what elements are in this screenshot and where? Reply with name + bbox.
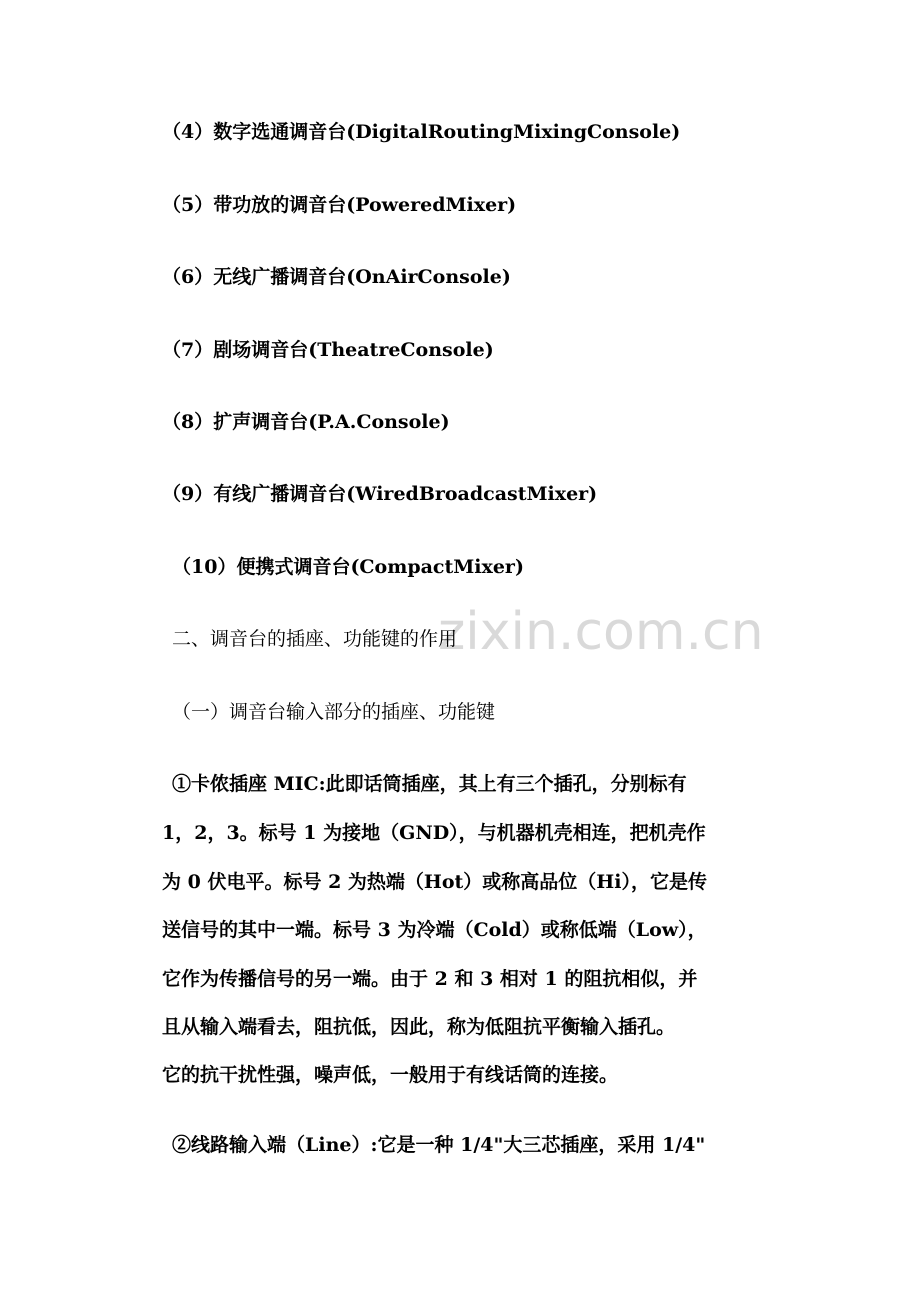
section-heading: 二、调音台的插座、功能键的作用 bbox=[172, 628, 458, 650]
list-item: （9）有线广播调音台(WiredBroadcastMixer) bbox=[162, 483, 598, 505]
watermark-text: zixin.com.cn bbox=[438, 602, 764, 662]
list-item: （10）便携式调音台(CompactMixer) bbox=[172, 556, 524, 578]
paragraph-line: 它作为传播信号的另一端。由于 2 和 3 相对 1 的阻抗相似，并 bbox=[162, 968, 698, 990]
paragraph-line: 为 0 伏电平。标号 2 为热端（Hot）或称高品位（Hi），它是传 bbox=[162, 871, 707, 893]
list-item: （4）数字选通调音台(DigitalRoutingMixingConsole) bbox=[162, 121, 681, 143]
paragraph-line: 且从输入端看去，阻抗低，因此，称为低阻抗平衡输入插孔。 bbox=[162, 1016, 676, 1038]
list-item: （7）剧场调音台(TheatreConsole) bbox=[162, 339, 494, 361]
paragraph-line: ②线路输入端（Line）:它是一种 1/4"大三芯插座，采用 1/4" bbox=[172, 1134, 706, 1156]
subsection-heading: （一）调音台输入部分的插座、功能键 bbox=[172, 701, 496, 723]
paragraph-line: 送信号的其中一端。标号 3 为冷端（Cold）或称低端（Low）， bbox=[162, 919, 707, 941]
list-item: （8）扩声调音台(P.A.Console) bbox=[162, 411, 450, 433]
paragraph-line: ①卡侬插座 MIC:此即话筒插座，其上有三个插孔，分别标有 bbox=[172, 773, 687, 795]
paragraph-line: 它的抗干扰性强，噪声低，一般用于有线话筒的连接。 bbox=[162, 1064, 619, 1086]
paragraph-mic-jack bbox=[162, 772, 762, 1112]
list-item: （5）带功放的调音台(PoweredMixer) bbox=[162, 194, 517, 216]
list-item: （6）无线广播调音台(OnAirConsole) bbox=[162, 266, 511, 288]
paragraph-line: 1，2，3。标号 1 为接地（GND），与机器机壳相连，把机壳作 bbox=[162, 822, 706, 844]
paragraph-line-input bbox=[162, 1133, 762, 1163]
